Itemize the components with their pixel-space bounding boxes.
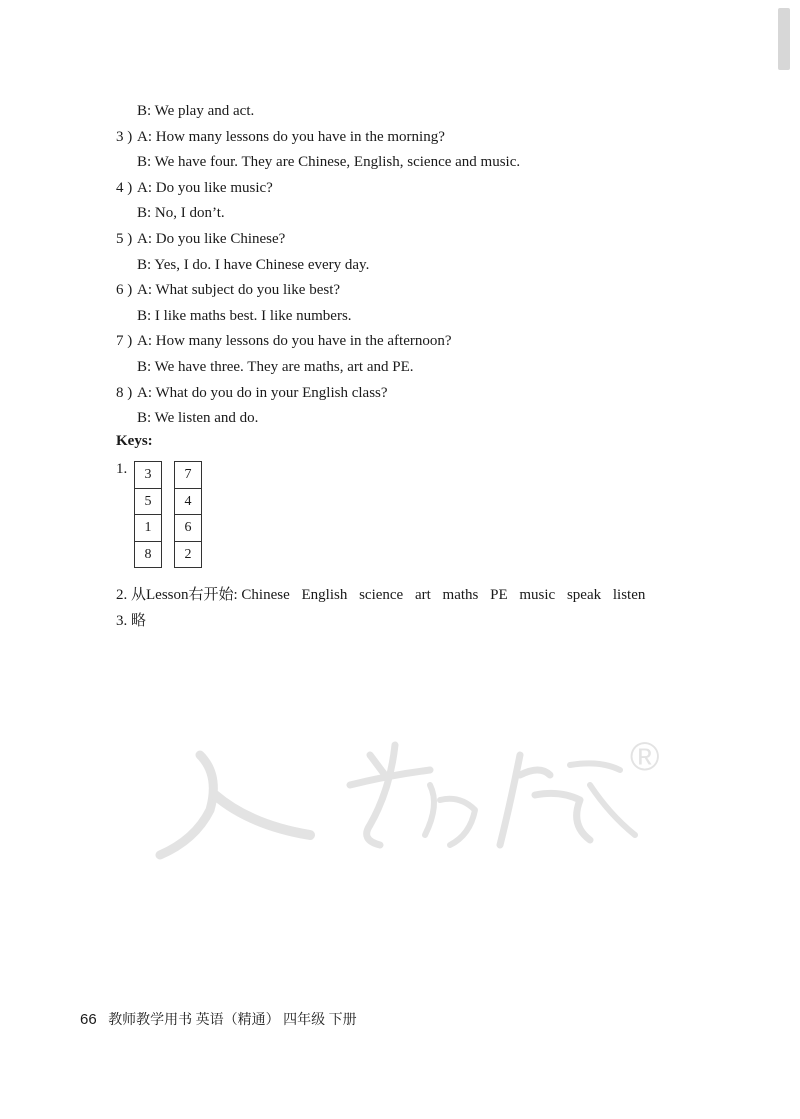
key-item-3-label: 3. [116,613,128,629]
question-number: 8 ) [116,384,133,401]
dialogue-line: A: What do you do in your English class? [137,384,388,401]
key-item-2 [116,585,645,605]
dialogue-line: B: We have four. They are Chinese, English, science and music. [137,154,521,171]
key-item-2-label: 2. [116,587,128,603]
keys-heading: Keys: [116,433,153,449]
answer-cell: 7 [175,462,201,489]
dialogue-line: B: Yes, I do. I have Chinese every day. [137,256,370,273]
answer-cell: 1 [135,515,161,542]
page-edge-tab [778,8,790,70]
dialogue-line: B: We listen and do. [137,410,259,427]
answer-cell: 8 [135,542,161,569]
key-item-1-label: 1. [116,461,128,477]
question-number: 5 ) [116,231,133,247]
publisher-watermark-logo [140,715,660,865]
registered-mark: ® [630,735,660,779]
dialogue-line: B: We play and act. [137,103,255,119]
answer-column-2 [174,461,202,568]
answer-cell: 4 [175,489,201,516]
answer-cell: 6 [175,515,201,542]
question-number: 6 ) [116,282,133,299]
dialogue-line: A: Do you like music? [137,179,273,196]
key-item-3-text: 略 [131,613,147,629]
page-footer [80,1010,357,1031]
key-item-2-words: Chinese English science art maths PE music speak listen [241,587,646,603]
dialogue-line: B: I like maths best. I like numbers. [137,307,352,324]
answer-cell: 2 [175,542,201,569]
dialogue-line: A: How many lessons do you have in the afternoon? [137,333,452,350]
dialogue-line: A: Do you like Chinese? [137,231,286,247]
key-item-2-prefix: 从Lesson右开始: [131,587,238,603]
answer-cell: 3 [135,462,161,489]
dialogue-line: A: What subject do you like best? [137,282,341,299]
book-title: 教师教学用书 英语（精通） 四年级 下册 [108,1013,357,1028]
dialogue-line: B: We have three. They are maths, art and PE. [137,359,414,375]
key-item-3 [116,611,146,631]
dialogue-line: A: How many lessons do you have in the morning? [137,128,445,145]
dialogue-line: B: No, I don’t. [137,205,225,222]
question-number: 7 ) [116,333,133,350]
question-number: 3 ) [116,128,133,145]
question-number: 4 ) [116,179,133,196]
answer-column-1 [134,461,162,568]
page-number: 66 [80,1011,97,1028]
answer-cell: 5 [135,489,161,516]
